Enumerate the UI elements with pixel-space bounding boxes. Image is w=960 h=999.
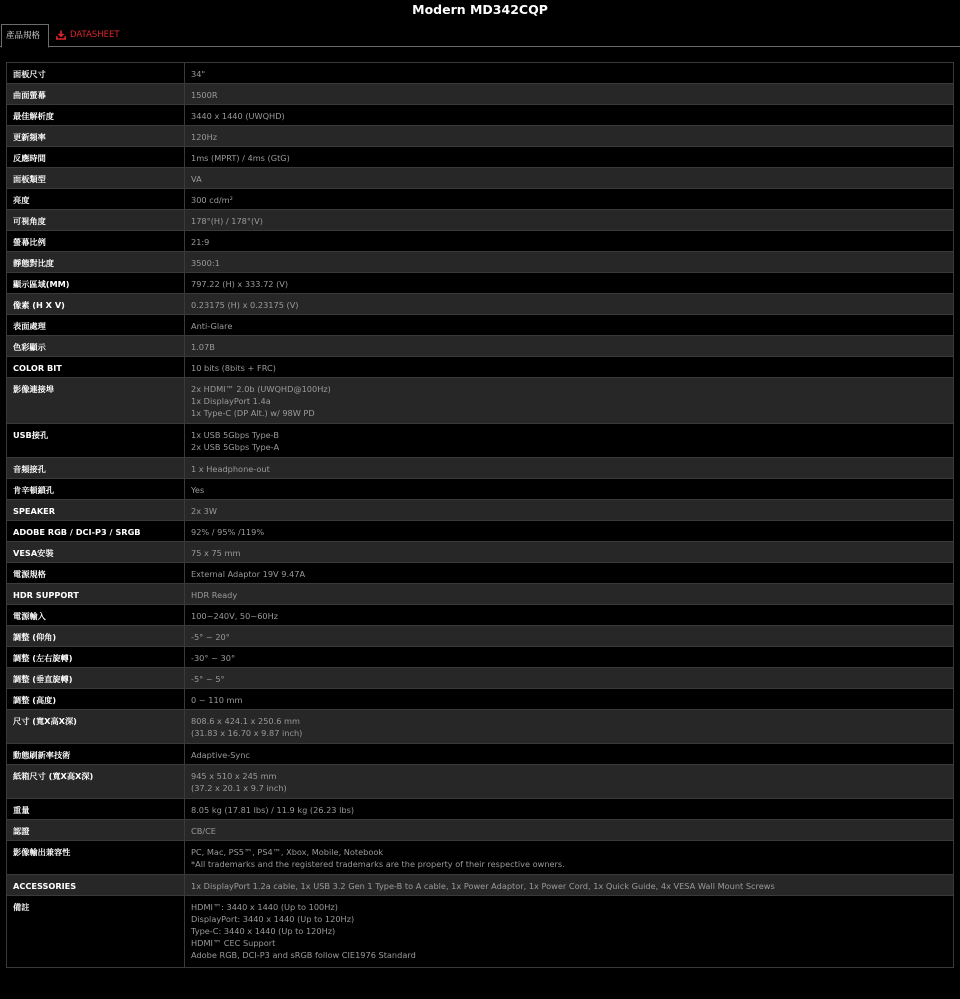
spec-value: [185, 210, 954, 231]
spec-row: [7, 189, 954, 210]
spec-label: 更新頻率: [7, 126, 185, 147]
spec-value-line: 808.6 x 424.1 x 250.6 mm: [191, 716, 300, 726]
spec-label: 調整 (垂直旋轉): [7, 668, 185, 689]
spec-value-line: (31.83 x 16.70 x 9.87 inch): [191, 728, 303, 738]
spec-row: [7, 126, 954, 147]
spec-value-line: 1x DisplayPort 1.4a: [191, 396, 271, 406]
spec-label: ADOBE RGB / DCI-P3 / SRGB: [7, 521, 185, 542]
spec-value-line: 2x HDMI™ 2.0b (UWQHD@100Hz): [191, 384, 331, 394]
spec-value: [185, 584, 954, 605]
spec-value: [185, 689, 954, 710]
spec-value: [185, 315, 954, 336]
spec-value: [185, 378, 954, 424]
spec-row: [7, 231, 954, 252]
spec-label: USB接孔: [7, 424, 185, 458]
spec-value-line: 1x Type-C (DP Alt.) w/ 98W PD: [191, 408, 315, 418]
spec-row: [7, 689, 954, 710]
spec-row: [7, 626, 954, 647]
spec-row: [7, 315, 954, 336]
spec-value-line: 8.05 kg (17.81 lbs) / 11.9 kg (26.23 lbs): [191, 805, 355, 815]
spec-value: [185, 63, 954, 84]
spec-row: [7, 479, 954, 500]
spec-value: [185, 605, 954, 626]
spec-label: 像素 (H X V): [7, 294, 185, 315]
tab-specs[interactable]: 產品規格: [1, 24, 49, 48]
spec-value-line: 178°(H) / 178°(V): [191, 216, 263, 226]
spec-label: 色彩顯示: [7, 336, 185, 357]
spec-value: [185, 841, 954, 875]
spec-value: [185, 668, 954, 689]
spec-value-line: 1500R: [191, 90, 218, 100]
spec-row: [7, 668, 954, 689]
spec-label: 尺寸 (寬X高X深): [7, 710, 185, 744]
spec-label: 調整 (左右旋轉): [7, 647, 185, 668]
spec-label: 動態刷新率技術: [7, 744, 185, 765]
spec-value-line: HDR Ready: [191, 590, 238, 600]
spec-value-line: 2x 3W: [191, 506, 217, 516]
spec-row: [7, 584, 954, 605]
spec-label: 音頻接孔: [7, 458, 185, 479]
spec-row: [7, 378, 954, 424]
spec-value: [185, 357, 954, 378]
spec-value: [185, 231, 954, 252]
spec-row: [7, 765, 954, 799]
spec-row: [7, 820, 954, 841]
spec-label: ACCESSORIES: [7, 875, 185, 896]
spec-label: 影像連接埠: [7, 378, 185, 424]
spec-row: [7, 896, 954, 968]
spec-value-line: 34": [191, 69, 206, 79]
spec-label: 亮度: [7, 189, 185, 210]
spec-label: 電源輸入: [7, 605, 185, 626]
spec-label: 重量: [7, 799, 185, 820]
spec-label: SPEAKER: [7, 500, 185, 521]
spec-row: [7, 357, 954, 378]
spec-row: [7, 744, 954, 765]
spec-value: [185, 647, 954, 668]
spec-row: [7, 252, 954, 273]
spec-value-line: 1x DisplayPort 1.2a cable, 1x USB 3.2 Gen 1 Type-B to A cable, 1x Power Adaptor, 1x Power Cord, 1x Quick Guide, 4x VESA Wall Mount Screws: [191, 881, 775, 891]
spec-label: 靜態對比度: [7, 252, 185, 273]
spec-value: [185, 500, 954, 521]
spec-value: [185, 479, 954, 500]
spec-value-line: HDMI™: 3440 x 1440 (Up to 100Hz): [191, 902, 338, 912]
spec-value: [185, 875, 954, 896]
spec-row: [7, 84, 954, 105]
spec-label: 反應時間: [7, 147, 185, 168]
spec-label: VESA安裝: [7, 542, 185, 563]
tab-bar: [0, 20, 960, 47]
spec-value-line: (37.2 x 20.1 x 9.7 inch): [191, 783, 287, 793]
spec-value: [185, 424, 954, 458]
spec-value: [185, 294, 954, 315]
spec-row: [7, 336, 954, 357]
spec-value: [185, 336, 954, 357]
spec-value-line: 797.22 (H) x 333.72 (V): [191, 279, 289, 289]
spec-row: [7, 875, 954, 896]
spec-row: [7, 458, 954, 479]
spec-row: [7, 521, 954, 542]
spec-label: 調整 (高度): [7, 689, 185, 710]
spec-label: 肯辛頓鎖孔: [7, 479, 185, 500]
spec-label: 備註: [7, 896, 185, 968]
spec-label: 面板尺寸: [7, 63, 185, 84]
spec-value-line: CB/CE: [191, 826, 216, 836]
spec-label: 認證: [7, 820, 185, 841]
page-title: Modern MD342CQP: [412, 2, 548, 17]
spec-row: [7, 105, 954, 126]
tab-datasheet[interactable]: [52, 24, 124, 46]
spec-row: [7, 294, 954, 315]
spec-value-line: 945 x 510 x 245 mm: [191, 771, 277, 781]
spec-label: 表面處理: [7, 315, 185, 336]
spec-value: [185, 126, 954, 147]
spec-label: 螢幕比例: [7, 231, 185, 252]
spec-row: [7, 424, 954, 458]
spec-row: [7, 63, 954, 84]
spec-value-line: DisplayPort: 3440 x 1440 (Up to 120Hz): [191, 914, 355, 924]
spec-row: [7, 147, 954, 168]
spec-value-line: 3500:1: [191, 258, 220, 268]
spec-label: 最佳解析度: [7, 105, 185, 126]
datasheet-label: DATASHEET: [70, 30, 120, 40]
spec-value-line: Adobe RGB, DCI-P3 and sRGB follow CIE1976 Standard: [191, 950, 416, 960]
spec-value-line: -5° ~ 20°: [191, 632, 230, 642]
spec-value-line: 300 cd/m²: [191, 195, 233, 205]
spec-label: 曲面螢幕: [7, 84, 185, 105]
spec-value: [185, 147, 954, 168]
spec-value-line: Type-C: 3440 x 1440 (Up to 120Hz): [191, 926, 336, 936]
spec-value: [185, 710, 954, 744]
spec-value-line: -5° ~ 5°: [191, 674, 225, 684]
spec-value-line: Anti-Glare: [191, 321, 233, 331]
spec-value-line: 1ms (MPRT) / 4ms (GtG): [191, 153, 290, 163]
spec-value-line: 1 x Headphone-out: [191, 464, 270, 474]
download-icon: [56, 30, 66, 40]
spec-row: [7, 799, 954, 820]
spec-value-line: 1x USB 5Gbps Type-B: [191, 430, 279, 440]
spec-value: [185, 105, 954, 126]
spec-label: 調整 (仰角): [7, 626, 185, 647]
spec-value-line: Adaptive-Sync: [191, 750, 250, 760]
spec-value-line: Yes: [191, 485, 205, 495]
spec-value: [185, 189, 954, 210]
spec-value-line: 21:9: [191, 237, 210, 247]
spec-value-line: -30° ~ 30°: [191, 653, 236, 663]
spec-label: 面板類型: [7, 168, 185, 189]
spec-row: [7, 273, 954, 294]
spec-value-line: 0.23175 (H) x 0.23175 (V): [191, 300, 299, 310]
spec-value: [185, 626, 954, 647]
spec-value: [185, 563, 954, 584]
spec-value: [185, 458, 954, 479]
spec-value: [185, 521, 954, 542]
spec-label: HDR SUPPORT: [7, 584, 185, 605]
spec-value-line: PC, Mac, PS5™, PS4™, Xbox, Mobile, Notebook: [191, 847, 384, 857]
spec-label: 可視角度: [7, 210, 185, 231]
spec-value-line: HDMI™ CEC Support: [191, 938, 276, 948]
spec-value-line: External Adaptor 19V 9.47A: [191, 569, 306, 579]
spec-label: COLOR BIT: [7, 357, 185, 378]
spec-value: [185, 273, 954, 294]
spec-row: [7, 605, 954, 626]
spec-row: [7, 210, 954, 231]
spec-value: [185, 542, 954, 563]
spec-value-line: 3440 x 1440 (UWQHD): [191, 111, 285, 121]
spec-value: [185, 744, 954, 765]
spec-value-line: 2x USB 5Gbps Type-A: [191, 442, 280, 452]
spec-row: [7, 563, 954, 584]
spec-value-line: 0 ~ 110 mm: [191, 695, 243, 705]
spec-value-line: *All trademarks and the registered trademarks are the property of their respective owners.: [191, 859, 565, 869]
spec-value-line: 100~240V, 50~60Hz: [191, 611, 279, 621]
spec-value: [185, 820, 954, 841]
spec-value-line: 10 bits (8bits + FRC): [191, 363, 276, 373]
spec-value: [185, 84, 954, 105]
spec-value: [185, 896, 954, 968]
spec-label: 紙箱尺寸 (寬X高X深): [7, 765, 185, 799]
spec-row: [7, 841, 954, 875]
spec-value: [185, 252, 954, 273]
spec-value-line: 120Hz: [191, 132, 218, 142]
spec-value-line: 92% / 95% /119%: [191, 527, 265, 537]
spec-label: 電源規格: [7, 563, 185, 584]
spec-row: [7, 542, 954, 563]
spec-table: [6, 62, 954, 968]
spec-value-line: 1.07B: [191, 342, 215, 352]
spec-row: [7, 647, 954, 668]
spec-value: [185, 765, 954, 799]
spec-value: [185, 168, 954, 189]
spec-value-line: 75 x 75 mm: [191, 548, 241, 558]
spec-value: [185, 799, 954, 820]
spec-label: 影像輸出兼容性: [7, 841, 185, 875]
spec-label: 顯示區域(MM): [7, 273, 185, 294]
spec-value-line: VA: [191, 174, 202, 184]
spec-row: [7, 500, 954, 521]
spec-row: [7, 710, 954, 744]
spec-row: [7, 168, 954, 189]
